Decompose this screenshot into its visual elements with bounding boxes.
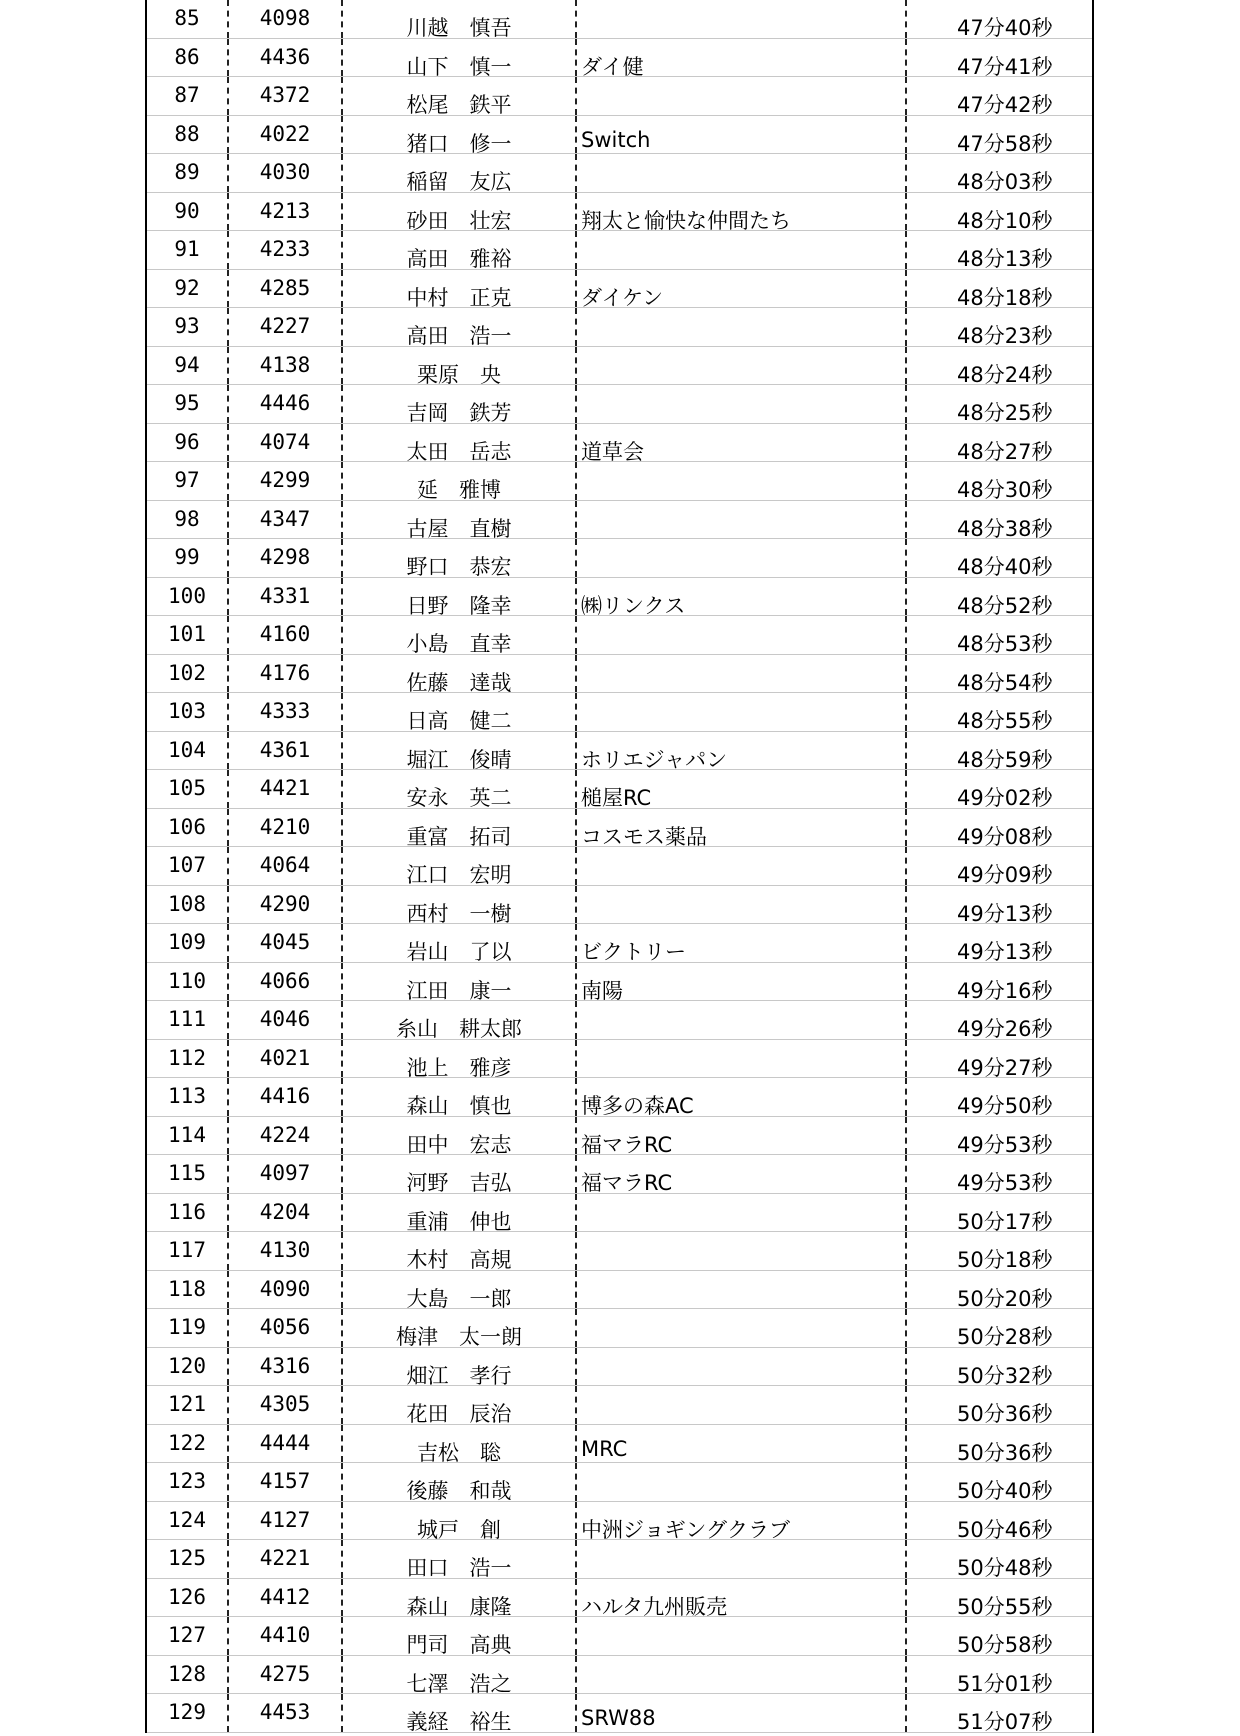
rank-cell: 98 — [147, 501, 229, 539]
bib-number-cell: 4224 — [229, 1117, 343, 1155]
table-row — [147, 347, 1092, 386]
finish-time-cell: 49分02秒 — [957, 786, 1053, 810]
rank-cell: 126 — [147, 1579, 229, 1617]
bib-number-cell: 4066 — [229, 963, 343, 1001]
bib-number-cell: 4331 — [229, 578, 343, 616]
finish-time-cell: 48分38秒 — [957, 516, 1053, 541]
team-name-cell: 中洲ジョギングクラブ — [577, 1502, 907, 1540]
team-name-cell: ㈱リンクス — [577, 578, 907, 616]
table-row — [147, 578, 1092, 617]
table-row — [147, 1579, 1092, 1618]
table-row — [147, 385, 1092, 424]
runner-name-cell: 梅津 太一朗 — [343, 1309, 577, 1347]
rank-cell: 108 — [147, 886, 229, 924]
runner-name-cell: 木村 高規 — [343, 1232, 577, 1270]
table-row — [147, 616, 1092, 655]
runner-name-cell: 砂田 壮宏 — [343, 193, 577, 231]
rank-cell: 90 — [147, 193, 229, 231]
table-row — [147, 1540, 1092, 1579]
bib-number-cell: 4090 — [229, 1271, 343, 1309]
team-name-cell: 博多の森AC — [577, 1078, 907, 1116]
finish-time-cell: 50分40秒 — [957, 1479, 1053, 1503]
team-name-cell — [577, 1001, 907, 1039]
finish-time-cell: 48分53秒 — [957, 632, 1053, 656]
finish-time-cell: 48分23秒 — [957, 324, 1053, 348]
finish-time-cell: 49分26秒 — [957, 1017, 1053, 1041]
finish-time-cell: 50分32秒 — [957, 1363, 1053, 1388]
finish-time-cell: 48分13秒 — [957, 247, 1053, 271]
table-row — [147, 847, 1092, 886]
finish-time-cell: 48分18秒 — [957, 285, 1053, 310]
runner-name-cell: 岩山 了以 — [343, 924, 577, 962]
team-name-cell: 翔太と愉快な仲間たち — [577, 193, 907, 231]
finish-time-cell: 48分52秒 — [957, 593, 1053, 618]
bib-number-cell: 4160 — [229, 616, 343, 654]
bib-number-cell: 4022 — [229, 116, 343, 154]
table-row — [147, 886, 1092, 925]
bib-number-cell: 4021 — [229, 1040, 343, 1078]
table-row — [147, 539, 1092, 578]
table-row — [147, 39, 1092, 78]
rank-cell: 124 — [147, 1502, 229, 1540]
runner-name-cell: 猪口 修一 — [343, 116, 577, 154]
bib-number-cell: 4361 — [229, 732, 343, 770]
table-row — [147, 809, 1092, 848]
rank-cell: 101 — [147, 616, 229, 654]
table-row — [147, 963, 1092, 1002]
rank-cell: 106 — [147, 809, 229, 847]
rank-cell: 96 — [147, 424, 229, 462]
team-name-cell — [577, 693, 907, 731]
finish-time-cell: 48分25秒 — [957, 401, 1053, 425]
runner-name-cell: 古屋 直樹 — [343, 501, 577, 539]
finish-time-cell: 49分53秒 — [957, 1171, 1053, 1195]
runner-name-cell: 畑江 孝行 — [343, 1348, 577, 1386]
rank-cell: 107 — [147, 847, 229, 885]
finish-time-cell: 48分03秒 — [957, 170, 1053, 194]
bib-number-cell: 4176 — [229, 655, 343, 693]
finish-time-cell: 48分24秒 — [957, 362, 1053, 387]
rank-cell: 110 — [147, 963, 229, 1001]
runner-name-cell: 高田 浩一 — [343, 308, 577, 346]
runner-name-cell: 吉松 聡 — [343, 1425, 577, 1463]
team-name-cell — [577, 77, 907, 115]
bib-number-cell: 4444 — [229, 1425, 343, 1463]
team-name-cell — [577, 154, 907, 192]
table-row — [147, 1656, 1092, 1695]
table-row — [147, 1155, 1092, 1194]
table-row — [147, 693, 1092, 732]
rank-cell: 88 — [147, 116, 229, 154]
table-row — [147, 424, 1092, 463]
runner-name-cell: 大島 一郎 — [343, 1271, 577, 1309]
finish-time-cell: 50分48秒 — [957, 1556, 1053, 1580]
bib-number-cell: 4290 — [229, 886, 343, 924]
bib-number-cell: 4410 — [229, 1617, 343, 1655]
rank-cell: 118 — [147, 1271, 229, 1309]
bib-number-cell: 4213 — [229, 193, 343, 231]
team-name-cell — [577, 847, 907, 885]
finish-time-cell: 50分17秒 — [957, 1209, 1053, 1234]
bib-number-cell: 4210 — [229, 809, 343, 847]
table-row — [147, 1078, 1092, 1117]
bib-number-cell: 4333 — [229, 693, 343, 731]
rank-cell: 102 — [147, 655, 229, 693]
team-name-cell — [577, 616, 907, 654]
rank-cell: 109 — [147, 924, 229, 962]
finish-time-cell: 49分53秒 — [957, 1132, 1053, 1157]
runner-name-cell: 日野 隆幸 — [343, 578, 577, 616]
runner-name-cell: 延 雅博 — [343, 462, 577, 500]
finish-time-cell: 49分27秒 — [957, 1055, 1053, 1080]
finish-time-cell: 49分13秒 — [957, 901, 1053, 926]
runner-name-cell: 城戸 創 — [343, 1502, 577, 1540]
finish-time-cell: 48分10秒 — [957, 208, 1053, 233]
runner-name-cell: 森山 慎也 — [343, 1078, 577, 1116]
team-name-cell: コスモス薬品 — [577, 809, 907, 847]
runner-name-cell: 中村 正克 — [343, 270, 577, 308]
table-row — [147, 1386, 1092, 1425]
rank-cell: 103 — [147, 693, 229, 731]
table-row — [147, 154, 1092, 193]
runner-name-cell: 江田 康一 — [343, 963, 577, 1001]
rank-cell: 112 — [147, 1040, 229, 1078]
rank-cell: 122 — [147, 1425, 229, 1463]
runner-name-cell: 佐藤 達哉 — [343, 655, 577, 693]
finish-time-cell: 50分18秒 — [957, 1248, 1053, 1272]
finish-time-cell: 48分54秒 — [957, 670, 1053, 695]
runner-name-cell: 重浦 伸也 — [343, 1194, 577, 1232]
bib-number-cell: 4436 — [229, 39, 343, 77]
rank-cell: 94 — [147, 347, 229, 385]
rank-cell: 114 — [147, 1117, 229, 1155]
bib-number-cell: 4453 — [229, 1694, 343, 1732]
team-name-cell: 南陽 — [577, 963, 907, 1001]
rank-cell: 91 — [147, 231, 229, 269]
table-row — [147, 77, 1092, 116]
rank-cell: 115 — [147, 1155, 229, 1193]
rank-cell: 92 — [147, 270, 229, 308]
table-row — [147, 1309, 1092, 1348]
rank-cell: 120 — [147, 1348, 229, 1386]
table-row — [147, 1463, 1092, 1502]
finish-time-cell: 47分58秒 — [957, 131, 1053, 156]
bib-number-cell: 4204 — [229, 1194, 343, 1232]
runner-name-cell: 後藤 和哉 — [343, 1463, 577, 1501]
finish-time-cell: 47分41秒 — [957, 54, 1053, 79]
runner-name-cell: 堀江 俊晴 — [343, 732, 577, 770]
bib-number-cell: 4138 — [229, 347, 343, 385]
table-row — [147, 270, 1092, 309]
team-name-cell — [577, 1232, 907, 1270]
bib-number-cell: 4285 — [229, 270, 343, 308]
bib-number-cell: 4064 — [229, 847, 343, 885]
table-row — [147, 0, 1092, 39]
runner-name-cell: 森山 康隆 — [343, 1579, 577, 1617]
bib-number-cell: 4221 — [229, 1540, 343, 1578]
team-name-cell: 道草会 — [577, 424, 907, 462]
team-name-cell — [577, 1386, 907, 1424]
finish-time-cell: 48分27秒 — [957, 439, 1053, 464]
rank-cell: 87 — [147, 77, 229, 115]
bib-number-cell: 4316 — [229, 1348, 343, 1386]
table-row — [147, 231, 1092, 270]
team-name-cell: SRW88 — [577, 1694, 907, 1732]
rank-cell: 104 — [147, 732, 229, 770]
team-name-cell — [577, 231, 907, 269]
rank-cell: 93 — [147, 308, 229, 346]
bib-number-cell: 4305 — [229, 1386, 343, 1424]
finish-time-cell: 49分16秒 — [957, 978, 1053, 1003]
bib-number-cell: 4412 — [229, 1579, 343, 1617]
finish-time-cell: 49分08秒 — [957, 824, 1053, 849]
bib-number-cell: 4446 — [229, 385, 343, 423]
bib-number-cell: 4421 — [229, 770, 343, 808]
runner-name-cell: 松尾 鉄平 — [343, 77, 577, 115]
rank-cell: 128 — [147, 1656, 229, 1694]
runner-name-cell: 花田 辰治 — [343, 1386, 577, 1424]
bib-number-cell: 4299 — [229, 462, 343, 500]
finish-time-cell: 49分50秒 — [957, 1094, 1053, 1118]
team-name-cell: ビクトリー — [577, 924, 907, 962]
finish-time-cell: 48分30秒 — [957, 478, 1053, 502]
rank-cell: 111 — [147, 1001, 229, 1039]
rank-cell: 129 — [147, 1694, 229, 1732]
rank-cell: 127 — [147, 1617, 229, 1655]
table-row — [147, 308, 1092, 347]
rank-cell: 123 — [147, 1463, 229, 1501]
team-name-cell — [577, 385, 907, 423]
runner-name-cell: 田口 浩一 — [343, 1540, 577, 1578]
finish-time-cell: 48分59秒 — [957, 747, 1053, 772]
rank-cell: 125 — [147, 1540, 229, 1578]
bib-number-cell: 4298 — [229, 539, 343, 577]
table-row — [147, 1040, 1092, 1079]
team-name-cell — [577, 347, 907, 385]
runner-name-cell: 江口 宏明 — [343, 847, 577, 885]
rank-cell: 119 — [147, 1309, 229, 1347]
rank-cell: 105 — [147, 770, 229, 808]
rank-cell: 85 — [147, 0, 229, 38]
team-name-cell — [577, 1040, 907, 1078]
finish-time-cell: 51分01秒 — [957, 1671, 1053, 1696]
team-name-cell — [577, 655, 907, 693]
finish-time-cell: 51分07秒 — [957, 1710, 1053, 1734]
team-name-cell — [577, 1656, 907, 1694]
rank-cell: 113 — [147, 1078, 229, 1116]
table-row — [147, 1502, 1092, 1541]
rank-cell: 100 — [147, 578, 229, 616]
rank-cell: 95 — [147, 385, 229, 423]
bib-number-cell: 4157 — [229, 1463, 343, 1501]
table-row — [147, 501, 1092, 540]
bib-number-cell: 4046 — [229, 1001, 343, 1039]
runner-name-cell: 山下 慎一 — [343, 39, 577, 77]
bib-number-cell: 4127 — [229, 1502, 343, 1540]
results-table — [145, 0, 1094, 1733]
bib-number-cell: 4074 — [229, 424, 343, 462]
rank-cell: 86 — [147, 39, 229, 77]
team-name-cell: ダイ健 — [577, 39, 907, 77]
table-row — [147, 1271, 1092, 1310]
team-name-cell — [577, 0, 907, 38]
bib-number-cell: 4347 — [229, 501, 343, 539]
runner-name-cell: 高田 雅裕 — [343, 231, 577, 269]
table-row — [147, 1001, 1092, 1040]
table-row — [147, 1232, 1092, 1271]
runner-name-cell: 太田 岳志 — [343, 424, 577, 462]
table-row — [147, 462, 1092, 501]
finish-time-cell: 50分28秒 — [957, 1325, 1053, 1349]
table-row — [147, 655, 1092, 694]
runner-name-cell: 田中 宏志 — [343, 1117, 577, 1155]
finish-time-cell: 47分40秒 — [957, 16, 1053, 40]
table-row — [147, 1617, 1092, 1656]
table-row — [147, 193, 1092, 232]
table-row — [147, 1348, 1092, 1387]
team-name-cell: MRC — [577, 1425, 907, 1463]
bib-number-cell: 4097 — [229, 1155, 343, 1193]
finish-time-cell: 50分20秒 — [957, 1286, 1053, 1311]
table-row — [147, 116, 1092, 155]
runner-name-cell: 重富 拓司 — [343, 809, 577, 847]
rank-cell: 117 — [147, 1232, 229, 1270]
finish-time-cell: 49分09秒 — [957, 863, 1053, 887]
runner-name-cell: 西村 一樹 — [343, 886, 577, 924]
runner-name-cell: 七澤 浩之 — [343, 1656, 577, 1694]
bib-number-cell: 4130 — [229, 1232, 343, 1270]
finish-time-cell: 50分58秒 — [957, 1633, 1053, 1657]
team-name-cell — [577, 1617, 907, 1655]
team-name-cell — [577, 1348, 907, 1386]
team-name-cell — [577, 1271, 907, 1309]
runner-name-cell: 稲留 友広 — [343, 154, 577, 192]
team-name-cell — [577, 501, 907, 539]
bib-number-cell: 4416 — [229, 1078, 343, 1116]
runner-name-cell: 吉岡 鉄芳 — [343, 385, 577, 423]
team-name-cell: 槌屋RC — [577, 770, 907, 808]
finish-time-cell: 47分42秒 — [957, 93, 1053, 117]
runner-name-cell: 河野 吉弘 — [343, 1155, 577, 1193]
team-name-cell: Switch — [577, 116, 907, 154]
team-name-cell: 福マラRC — [577, 1155, 907, 1193]
runner-name-cell: 川越 慎吾 — [343, 0, 577, 38]
finish-time-cell: 50分36秒 — [957, 1440, 1053, 1465]
team-name-cell — [577, 308, 907, 346]
finish-time-cell: 50分55秒 — [957, 1594, 1053, 1619]
team-name-cell — [577, 539, 907, 577]
bib-number-cell: 4030 — [229, 154, 343, 192]
table-row — [147, 924, 1092, 963]
team-name-cell — [577, 1540, 907, 1578]
bib-number-cell: 4275 — [229, 1656, 343, 1694]
runner-name-cell: 安永 英二 — [343, 770, 577, 808]
team-name-cell — [577, 1463, 907, 1501]
finish-time-cell: 49分13秒 — [957, 940, 1053, 964]
runner-name-cell: 栗原 央 — [343, 347, 577, 385]
runner-name-cell: 糸山 耕太郎 — [343, 1001, 577, 1039]
rank-cell: 97 — [147, 462, 229, 500]
team-name-cell — [577, 1194, 907, 1232]
team-name-cell — [577, 1309, 907, 1347]
team-name-cell: ホリエジャパン — [577, 732, 907, 770]
runner-name-cell: 義経 裕生 — [343, 1694, 577, 1732]
bib-number-cell: 4098 — [229, 0, 343, 38]
team-name-cell: ダイケン — [577, 270, 907, 308]
table-row — [147, 1117, 1092, 1156]
table-row — [147, 770, 1092, 809]
team-name-cell: 福マラRC — [577, 1117, 907, 1155]
rank-cell: 99 — [147, 539, 229, 577]
runner-name-cell: 門司 高典 — [343, 1617, 577, 1655]
table-row — [147, 1694, 1092, 1733]
runner-name-cell: 野口 恭宏 — [343, 539, 577, 577]
bib-number-cell: 4233 — [229, 231, 343, 269]
table-row — [147, 732, 1092, 771]
bib-number-cell: 4045 — [229, 924, 343, 962]
runner-name-cell: 日高 健二 — [343, 693, 577, 731]
team-name-cell — [577, 886, 907, 924]
finish-time-cell: 50分36秒 — [957, 1402, 1053, 1426]
finish-time-cell: 50分46秒 — [957, 1517, 1053, 1542]
rank-cell: 116 — [147, 1194, 229, 1232]
bib-number-cell: 4372 — [229, 77, 343, 115]
bib-number-cell: 4227 — [229, 308, 343, 346]
table-row — [147, 1194, 1092, 1233]
rank-cell: 89 — [147, 154, 229, 192]
team-name-cell: ハルタ九州販売 — [577, 1579, 907, 1617]
runner-name-cell: 小島 直幸 — [343, 616, 577, 654]
finish-time-cell: 48分40秒 — [957, 555, 1053, 579]
finish-time-cell: 48分55秒 — [957, 709, 1053, 733]
bib-number-cell: 4056 — [229, 1309, 343, 1347]
rank-cell: 121 — [147, 1386, 229, 1424]
team-name-cell — [577, 462, 907, 500]
table-row — [147, 1425, 1092, 1464]
runner-name-cell: 池上 雅彦 — [343, 1040, 577, 1078]
